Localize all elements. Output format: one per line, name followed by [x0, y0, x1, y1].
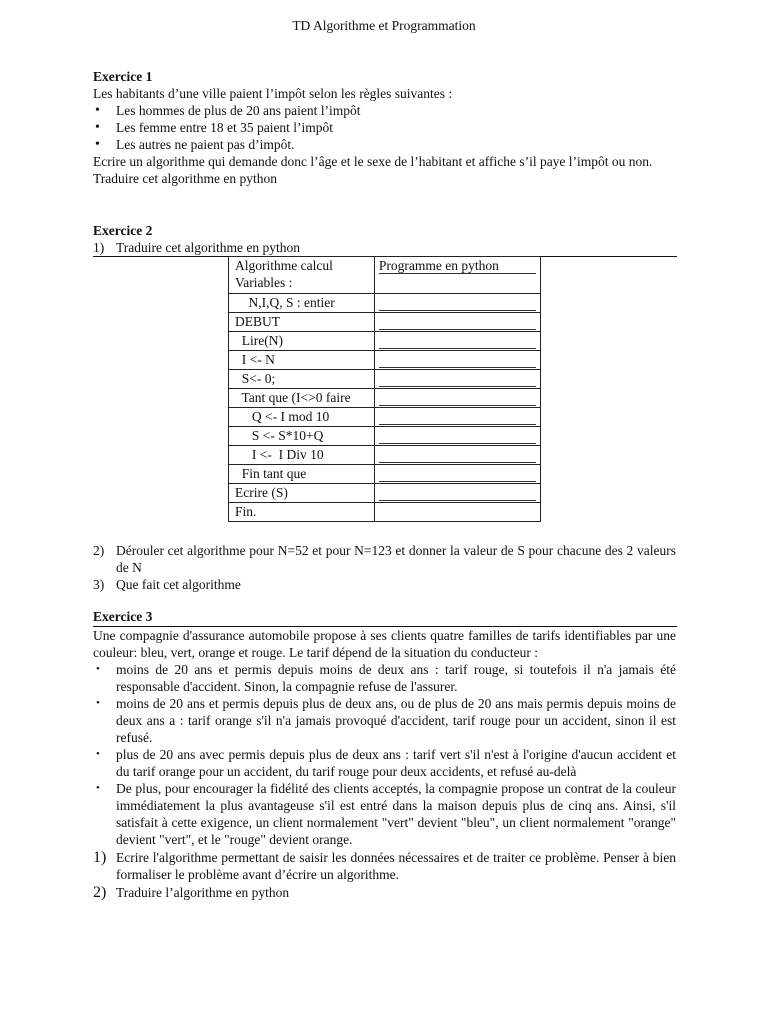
algorithm-cell: Tant que (I<>0 faire [229, 389, 375, 408]
answer-line [379, 462, 536, 463]
exercise-1-bullet: • Les autres ne paient pas d’impôt. [93, 136, 676, 153]
answer-line [379, 424, 536, 425]
algorithm-table [228, 256, 541, 522]
table-row [229, 332, 541, 351]
table-row [229, 257, 541, 294]
exercise-1-heading: Exercice 1 [93, 69, 153, 84]
table-row [229, 294, 541, 313]
table-row [229, 351, 541, 370]
algorithm-cell: S<- 0; [229, 370, 375, 389]
algorithm-cell: DEBUT [229, 313, 375, 332]
answer-line [379, 386, 536, 387]
question-text: Traduire cet algorithme en python [116, 240, 300, 255]
exercise-1 [93, 68, 676, 187]
answer-line [379, 500, 536, 501]
python-answer-cell[interactable] [374, 370, 540, 389]
algorithm-cell: Fin. [229, 503, 375, 522]
exercise-2 [93, 222, 676, 256]
python-answer-cell[interactable] [374, 446, 540, 465]
exercise-2-question-2 [93, 542, 676, 576]
table-row [229, 484, 541, 503]
algorithm-cell: N,I,Q, S : entier [229, 294, 375, 313]
exercise-1-bullet: • Les hommes de plus de 20 ans paient l’impôt [93, 102, 676, 119]
exercise-2-heading: Exercice 2 [93, 223, 153, 238]
question-number: 1) [93, 849, 107, 866]
answer-line [379, 273, 536, 274]
exercise-3-bullet: • moins de 20 ans et permis depuis moins de deux ans : tarif rouge, si toutefois il n'a jamais été responsable d'accident. Sinon, la compagnie refuse de l'assurer. [93, 661, 676, 695]
python-answer-cell[interactable] [374, 294, 540, 313]
table-row [229, 389, 541, 408]
python-header-cell [374, 257, 540, 294]
question-text: Que fait cet algorithme [116, 577, 241, 592]
python-answer-cell[interactable] [374, 427, 540, 446]
table-row [229, 313, 541, 332]
table-row [229, 370, 541, 389]
answer-line [379, 310, 536, 311]
algorithm-cell: I <- I Div 10 [229, 446, 375, 465]
python-header-label: Programme en python [378, 258, 499, 273]
exercise-1-translate: Traduire cet algorithme en python [93, 171, 277, 186]
answer-line [379, 443, 536, 444]
python-answer-cell[interactable] [374, 313, 540, 332]
question-text: Traduire l’algorithme en python [116, 885, 290, 900]
question-text: Ecrire l'algorithme permettant de saisir les données nécessaires et de traiter ce problème. Penser à bien formaliser le problème avant d’écrire un algorithme. [116, 850, 676, 882]
table-row [229, 427, 541, 446]
python-answer-cell[interactable] [374, 351, 540, 370]
question-number: 2) [93, 543, 105, 558]
exercise-3-intro: Une compagnie d'assurance automobile propose à ses clients quatre familles de tarifs identifiables par une couleur: bleu, vert, orange et rouge. Le tarif dépend de la situation du conducteur : [93, 628, 676, 660]
python-answer-cell[interactable] [374, 332, 540, 351]
python-answer-cell[interactable] [374, 389, 540, 408]
answer-line [379, 329, 536, 330]
python-answer-cell[interactable] [374, 503, 540, 522]
exercise-3 [93, 608, 676, 625]
algorithm-cell: Q <- I mod 10 [229, 408, 375, 427]
algorithm-cell: Lire(N) [229, 332, 375, 351]
page-title: TD Algorithme et Programmation [292, 18, 476, 33]
python-answer-cell[interactable] [374, 465, 540, 484]
question-number: 2) [93, 884, 107, 901]
question-text: Dérouler cet algorithme pour N=52 et pour N=123 et donner la valeur de S pour chacune des 2 valeurs de N [116, 543, 676, 575]
exercise-3-heading: Exercice 3 [93, 609, 153, 624]
exercise-3-bullet: • plus de 20 ans avec permis depuis plus de deux ans : tarif vert s'il n'est à l'origine d'aucun accident et du tarif orange pour un accident, du tarif rouge pour deux accidents, et refusé au-delà [93, 746, 676, 780]
table-row [229, 408, 541, 427]
python-answer-cell[interactable] [374, 408, 540, 427]
question-number: 3) [93, 577, 105, 592]
answer-line [379, 348, 536, 349]
exercise-2-question-3 [93, 576, 676, 593]
exercise-1-bullet: • Les femme entre 18 et 35 paient l’impôt [93, 119, 676, 136]
exercise-3-bullet: • moins de 20 ans et permis depuis plus de deux ans, ou de plus de 20 ans mais permis depuis moins de deux ans a : tarif orange s'il n'a jamais provoqué d'accident, tarif rouge pour un accident, sinon il est refusé. [93, 695, 676, 746]
python-answer-cell[interactable] [374, 484, 540, 503]
table-row [229, 503, 541, 522]
exercise-3-bullet: • De plus, pour encourager la fidélité des clients acceptés, la compagnie propose un contrat de la couleur immédiatement la plus avantageuse s'il est entré dans la maison depuis plus de cinq ans. Ainsi, s'il satisfait à cette exigence, un client normalement "vert" devient "bleu", un client normalement "orange" devient "vert", et le "rouge" devient orange. [93, 780, 676, 848]
algorithm-cell: Ecrire (S) [229, 484, 375, 503]
question-number: 1) [93, 240, 105, 255]
answer-line [379, 481, 536, 482]
algorithm-cell: I <- N [229, 351, 375, 370]
table-row [229, 465, 541, 484]
exercise-3-question-1 [93, 849, 676, 883]
table-row [229, 446, 541, 465]
answer-line [379, 405, 536, 406]
algorithm-header-cell: Algorithme calcul Variables : [229, 257, 375, 294]
exercise-1-intro: Les habitants d’une ville paient l’impôt selon les règles suivantes : [93, 86, 453, 101]
exercise-1-task: Ecrire un algorithme qui demande donc l’âge et le sexe de l’habitant et affiche s’il paye l’impôt ou non. [93, 154, 653, 169]
algorithm-cell: Fin tant que [229, 465, 375, 484]
exercise-3-body [93, 627, 676, 901]
exercise-2-question-1 [93, 239, 676, 256]
exercise-3-question-2 [93, 884, 676, 901]
exercise-2-questions [93, 542, 676, 593]
algorithm-cell: S <- S*10+Q [229, 427, 375, 446]
answer-line [379, 367, 536, 368]
